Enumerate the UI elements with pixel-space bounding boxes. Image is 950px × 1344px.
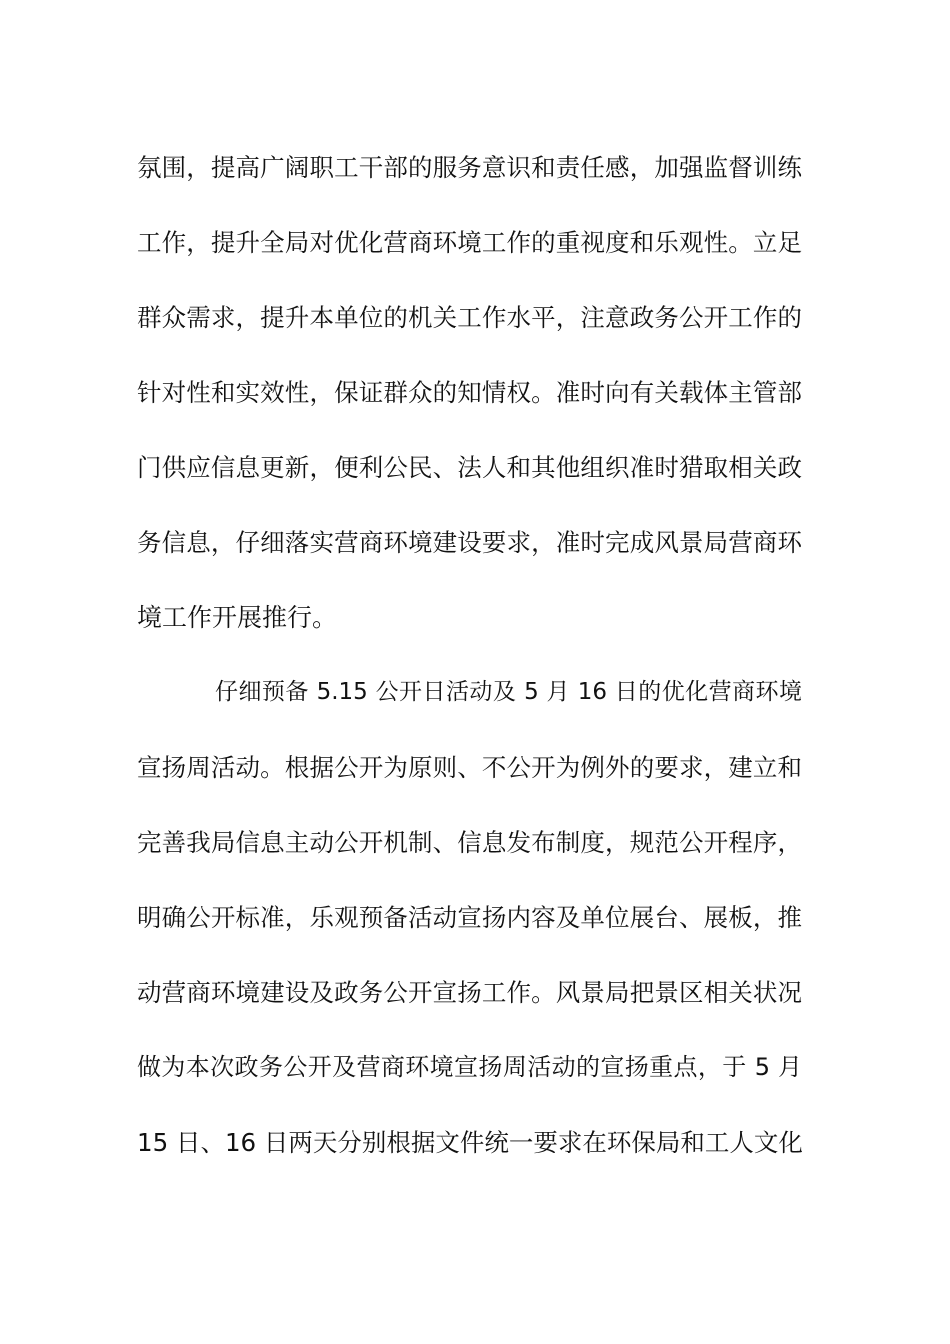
text-line: 完善我局信息主动公开机制、信息发布制度，规范公开程序， bbox=[137, 828, 802, 857]
text-line: 工作，提升全局对优化营商环境工作的重视度和乐观性。立足 bbox=[137, 228, 802, 257]
text-line: 动营商环境建设及政务公开宣扬工作。风景局把景区相关状况 bbox=[137, 978, 802, 1007]
text-line: 针对性和实效性，保证群众的知情权。准时向有关载体主管部 bbox=[137, 378, 802, 407]
text-line: 群众需求，提升本单位的机关工作水平，注意政务公开工作的 bbox=[137, 303, 802, 332]
text-line: 明确公开标准，乐观预备活动宣扬内容及单位展台、展板，推 bbox=[137, 903, 802, 932]
text-line: 门供应信息更新，便利公民、法人和其他组织准时猎取相关政 bbox=[137, 453, 802, 482]
text-line: 宣扬周活动。根据公开为原则、不公开为例外的要求，建立和 bbox=[137, 753, 802, 782]
text-line: 仔细预备 5.15 公开日活动及 5 月 16 日的优化营商环境 bbox=[215, 679, 802, 705]
body-text bbox=[137, 140, 802, 1190]
text-line: 氛围，提高广阔职工干部的服务意识和责任感，加强监督训练 bbox=[137, 153, 802, 182]
text-line: 务信息，仔细落实营商环境建设要求，准时完成风景局营商环 bbox=[137, 528, 802, 557]
text-line: 15 日、16 日两天分别根据文件统一要求在环保局和工人文化 bbox=[137, 1128, 803, 1157]
text-line: 做为本次政务公开及营商环境宣扬周活动的宣扬重点，于 5 月 bbox=[137, 1053, 802, 1081]
text-line: 境工作开展推行。 bbox=[137, 603, 338, 632]
